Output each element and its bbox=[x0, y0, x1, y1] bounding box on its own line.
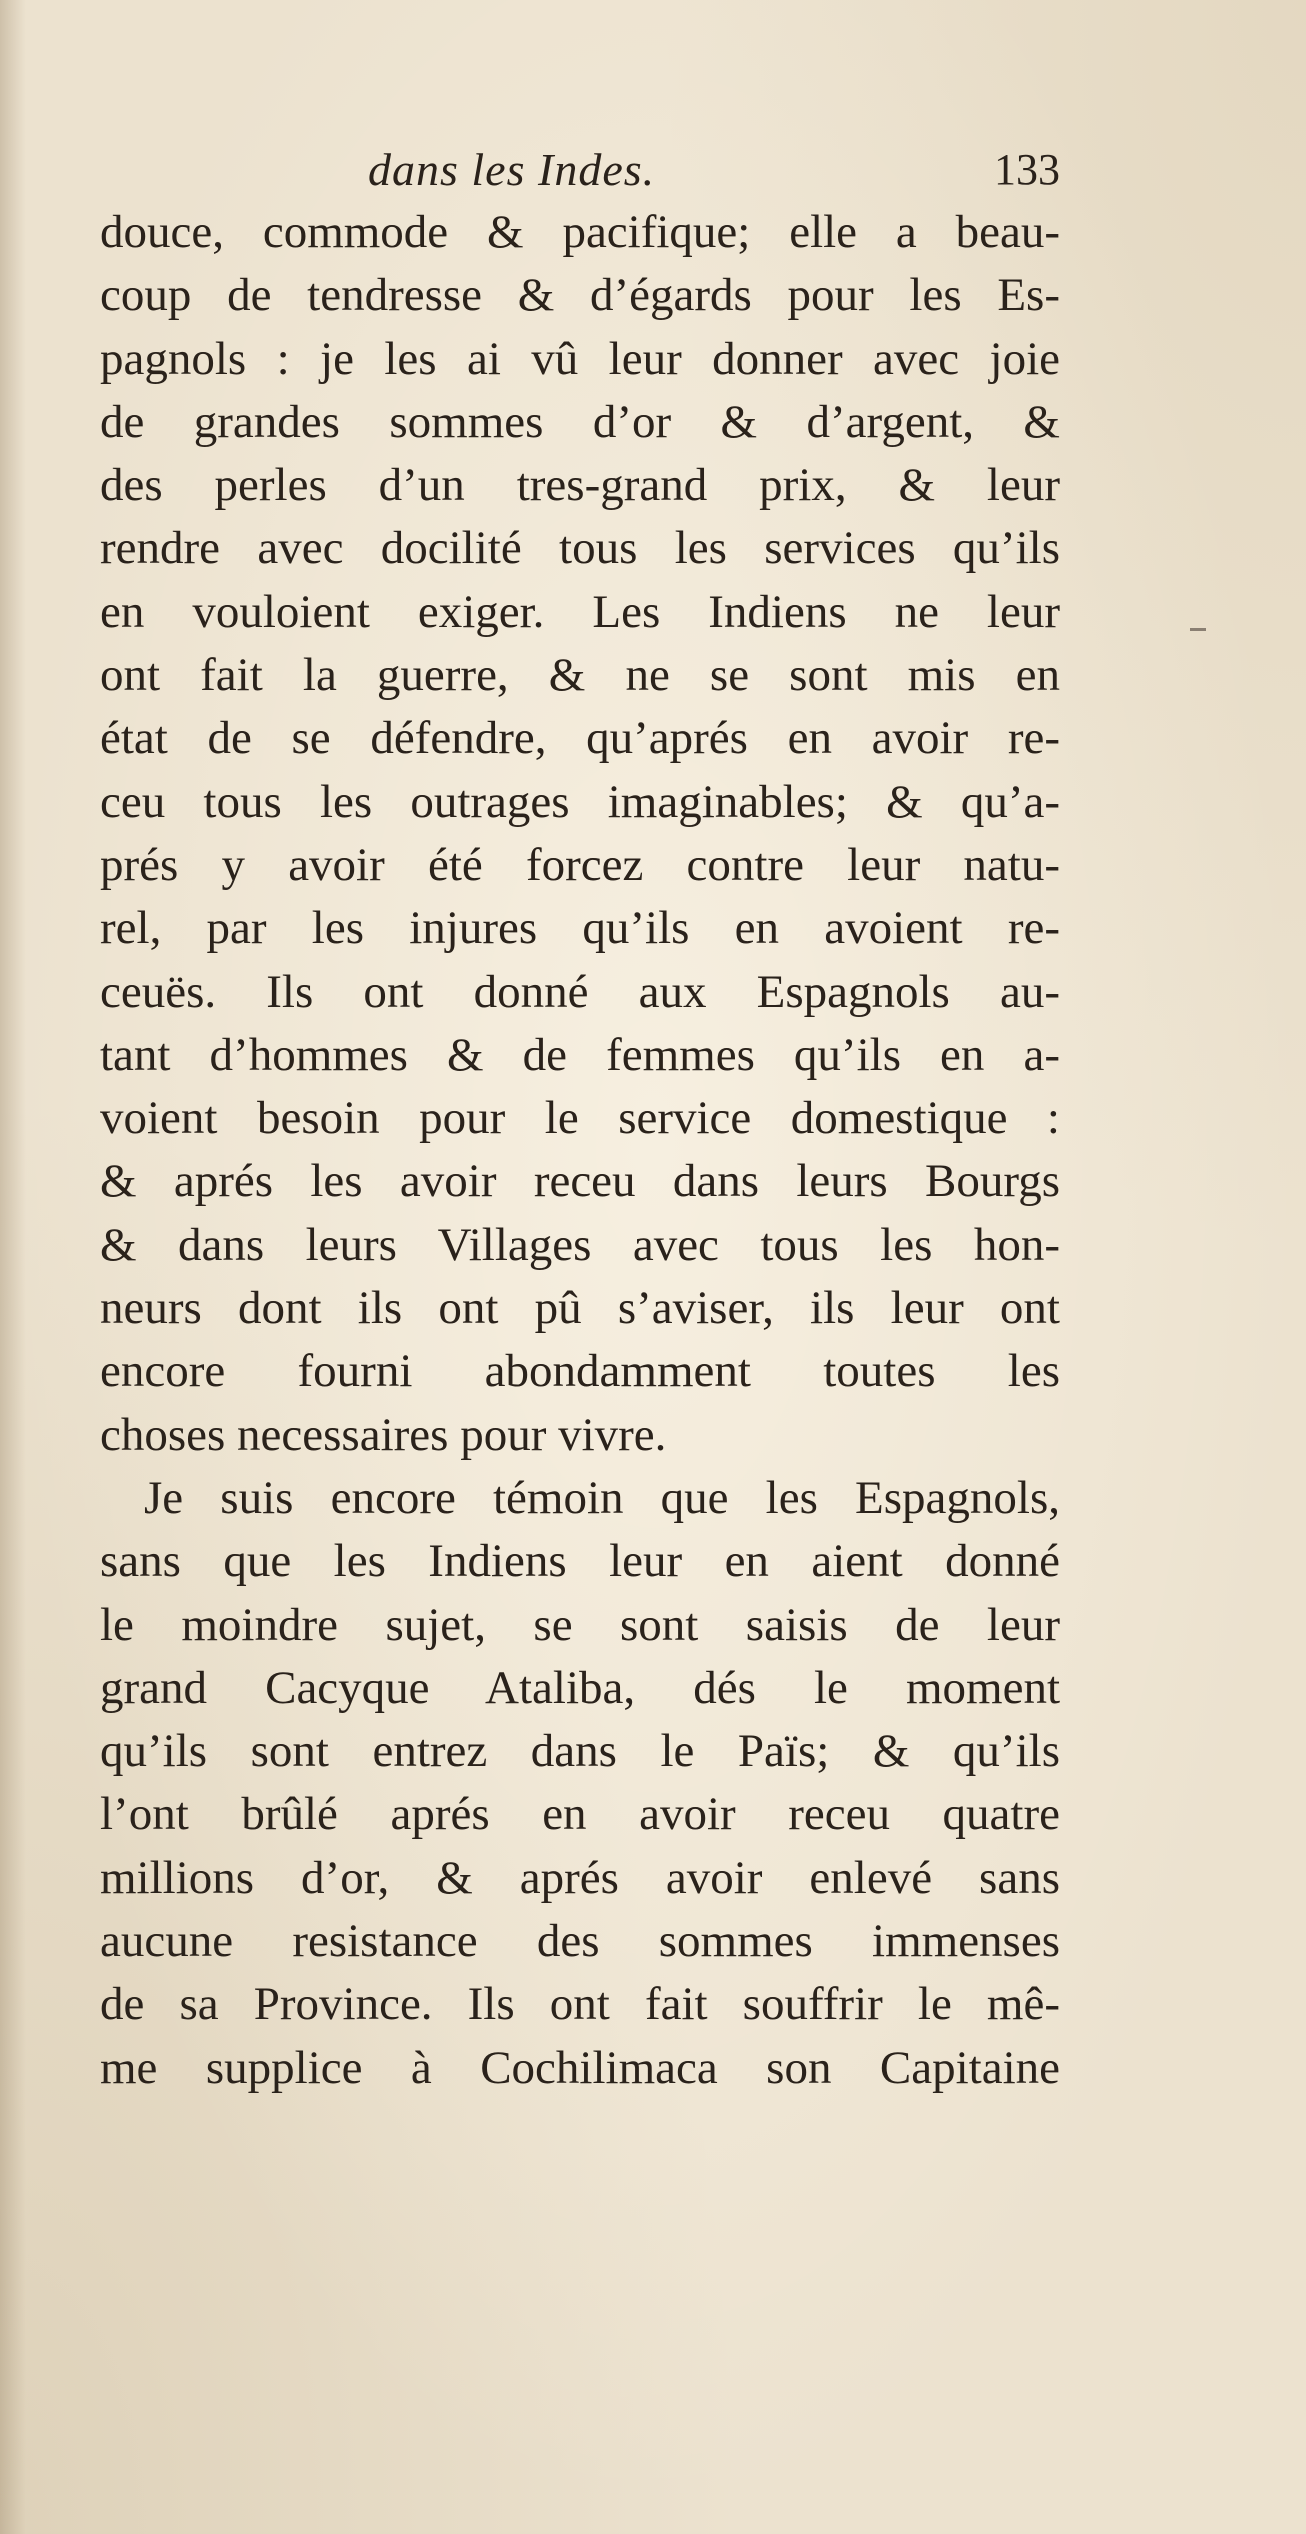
text-block bbox=[100, 201, 1060, 2100]
text-line: des perles d’un tres-grand prix, & leur bbox=[100, 459, 1060, 512]
text-line: l’ont brûlé aprés en avoir receu quatre bbox=[100, 1788, 1060, 1841]
paragraph-1 bbox=[100, 201, 1060, 1467]
text-line: coup de tendresse & d’égards pour les Es- bbox=[100, 269, 1060, 322]
gutter-shadow bbox=[0, 0, 26, 2534]
text-line: me supplice à Cochilimaca son Capitaine bbox=[100, 2041, 1060, 2094]
text-line: aucune resistance des sommes immenses bbox=[100, 1915, 1060, 1968]
text-line: neurs dont ils ont pû s’aviser, ils leur ont bbox=[100, 1282, 1060, 1335]
text-line: ont fait la guerre, & ne se sont mis en bbox=[100, 649, 1060, 702]
margin-mark bbox=[1190, 628, 1206, 631]
text-line: état de se défendre, qu’aprés en avoir re- bbox=[100, 712, 1060, 765]
text-line: voient besoin pour le service domestique : bbox=[100, 1092, 1060, 1145]
text-line: Je suis encore témoin que les Espagnols, bbox=[144, 1471, 1060, 1524]
text-line: sans que les Indiens leur en aient donné bbox=[100, 1535, 1060, 1588]
running-title: dans les Indes. bbox=[368, 144, 656, 195]
running-head bbox=[100, 140, 1060, 200]
text-line: rendre avec docilité tous les services qu’ils bbox=[100, 522, 1060, 575]
text-line: en vouloient exiger. Les Indiens ne leur bbox=[100, 585, 1060, 638]
text-line: choses necessaires pour vivre. bbox=[100, 1408, 667, 1461]
text-line: douce, commode & pacifique; elle a beau- bbox=[100, 206, 1060, 258]
text-line: millions d’or, & aprés avoir enlevé sans bbox=[100, 1851, 1060, 1904]
text-line: de grandes sommes d’or & d’argent, & bbox=[100, 395, 1060, 448]
text-line: & dans leurs Villages avec tous les hon- bbox=[100, 1218, 1060, 1271]
text-line: de sa Province. Ils ont fait souffrir le mê- bbox=[100, 1978, 1060, 2031]
text-line: tant d’hommes & de femmes qu’ils en a- bbox=[100, 1028, 1060, 1081]
paragraph-2 bbox=[100, 1467, 1060, 2100]
text-line: rel, par les injures qu’ils en avoient re- bbox=[100, 902, 1060, 955]
text-line: ceuës. Ils ont donné aux Espagnols au- bbox=[100, 965, 1060, 1018]
text-line: prés y avoir été forcez contre leur natu- bbox=[100, 838, 1060, 891]
text-line: grand Cacyque Ataliba, dés le moment bbox=[100, 1661, 1060, 1714]
text-line: & aprés les avoir receu dans leurs Bourgs bbox=[100, 1155, 1060, 1208]
text-line: encore fourni abondamment toutes les bbox=[100, 1345, 1060, 1398]
text-line: ceu tous les outrages imaginables; & qu’a- bbox=[100, 775, 1060, 828]
text-line: qu’ils sont entrez dans le Païs; & qu’ils bbox=[100, 1725, 1060, 1778]
page-number: 133 bbox=[994, 145, 1060, 194]
text-line: pagnols : je les ai vû leur donner avec joie bbox=[100, 332, 1060, 385]
text-line: le moindre sujet, se sont saisis de leur bbox=[100, 1598, 1060, 1651]
